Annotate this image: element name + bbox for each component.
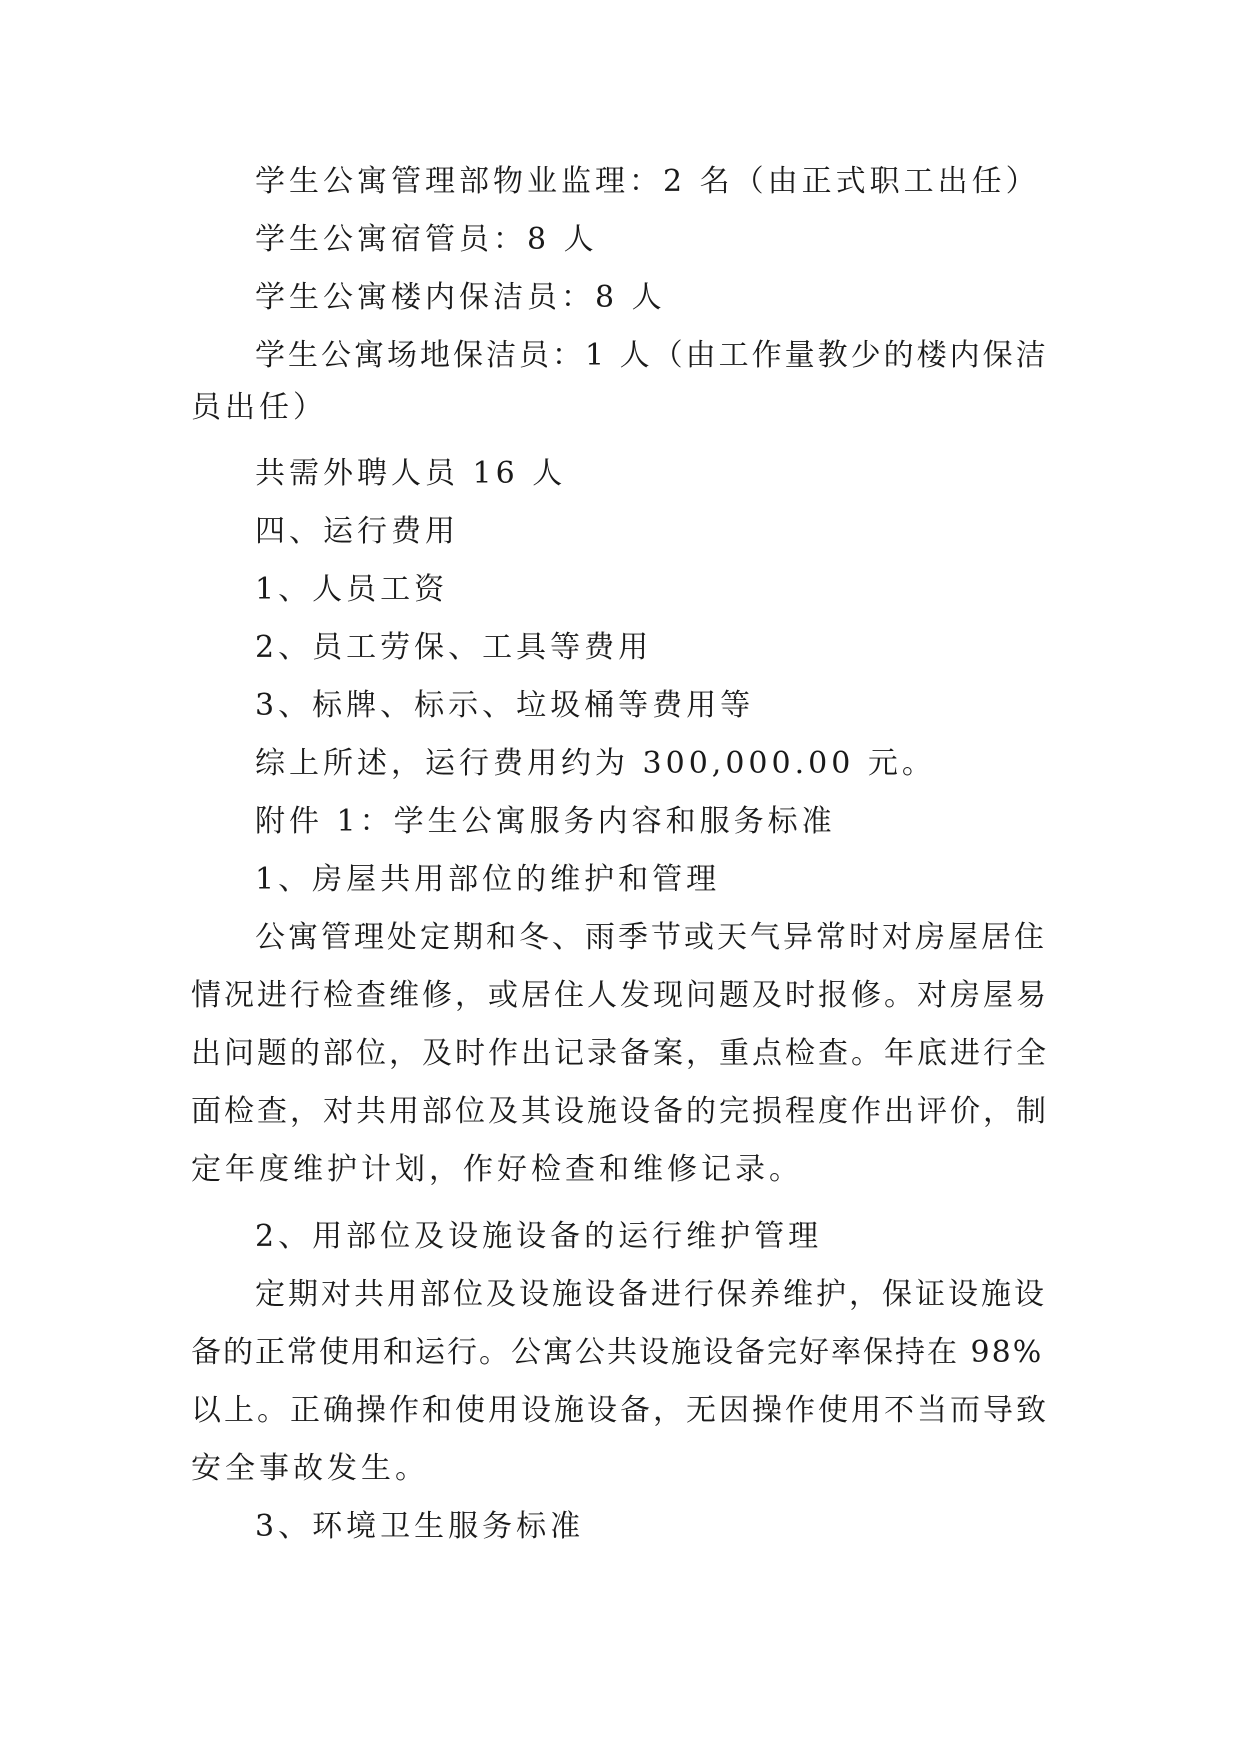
subsection-heading: 3、环境卫生服务标准 (255, 1509, 585, 1544)
paragraph-line: 定期对共用部位及设施设备进行保养维护，保证设施设 (255, 1277, 1047, 1312)
paragraph-line: 共需外聘人员 16 人 (255, 456, 567, 491)
subsection-heading: 1、房屋共用部位的维护和管理 (255, 862, 721, 897)
paragraph-line: 情况进行检查维修，或居住人发现问题及时报修。对房屋易 (191, 978, 1049, 1013)
section-heading: 四、运行费用 (255, 514, 459, 549)
list-item: 3、标牌、标示、垃圾桶等费用等 (255, 688, 755, 723)
attachment-heading: 附件 1：学生公寓服务内容和服务标准 (255, 804, 836, 839)
summary-line: 综上所述，运行费用约为 300,000.00 元。 (255, 746, 936, 781)
paragraph-line: 学生公寓楼内保洁员：8 人 (255, 280, 666, 315)
paragraph-line: 备的正常使用和运行。公寓公共设施设备完好率保持在 98% (191, 1335, 1044, 1370)
paragraph-line: 学生公寓场地保洁员：1 人（由工作量教少的楼内保洁 (255, 338, 1049, 373)
subsection-heading: 2、用部位及设施设备的运行维护管理 (255, 1219, 823, 1254)
paragraph-line: 安全事故发生。 (191, 1451, 429, 1486)
list-item: 1、人员工资 (255, 572, 449, 607)
paragraph-line: 定年度维护计划，作好检查和维修记录。 (191, 1152, 803, 1187)
paragraph-line: 员出任） (191, 390, 327, 425)
paragraph-line: 以上。正确操作和使用设施设备，无因操作使用不当而导致 (191, 1393, 1049, 1428)
list-item: 2、员工劳保、工具等费用 (255, 630, 653, 665)
paragraph-line: 面检查，对共用部位及其设施设备的完损程度作出评价，制 (191, 1094, 1049, 1129)
paragraph-line: 出问题的部位，及时作出记录备案，重点检查。年底进行全 (191, 1036, 1049, 1071)
paragraph-line: 公寓管理处定期和冬、雨季节或天气异常时对房屋居住 (255, 920, 1047, 955)
paragraph-line: 学生公寓管理部物业监理：2 名（由正式职工出任） (255, 164, 1040, 199)
paragraph-line: 学生公寓宿管员：8 人 (255, 222, 598, 257)
